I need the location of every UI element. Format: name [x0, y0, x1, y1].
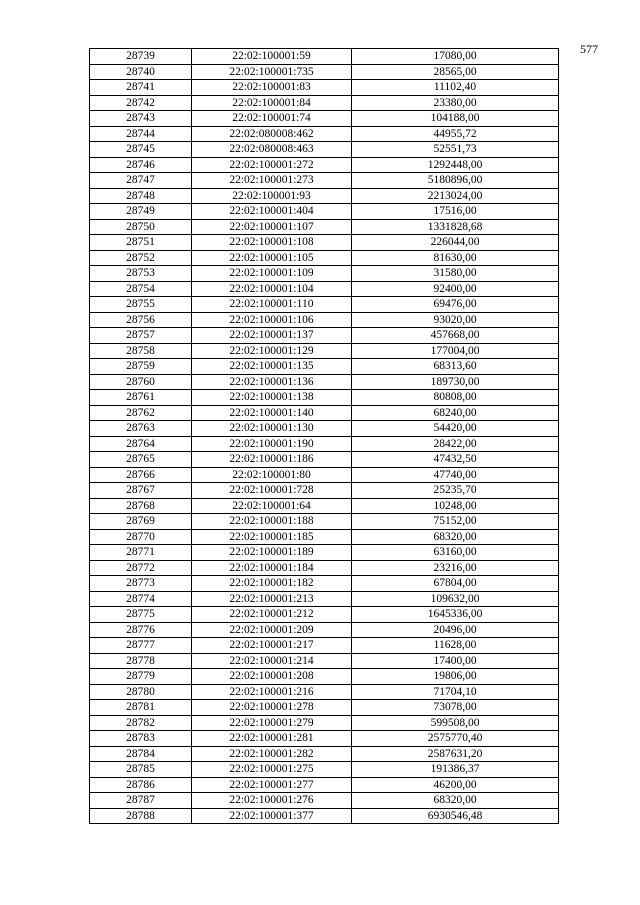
value-cell: 17080,00: [352, 49, 559, 65]
cadastral-number-cell: 22:02:100001:188: [192, 514, 352, 530]
row-number-cell: 28775: [90, 607, 192, 623]
value-cell: 47432,50: [352, 452, 559, 468]
table-row: [90, 467, 559, 483]
table-row: [90, 204, 559, 220]
value-cell: 63160,00: [352, 545, 559, 561]
cadastral-number-cell: 22:02:100001:108: [192, 235, 352, 251]
table-row: [90, 421, 559, 437]
table-row: [90, 95, 559, 111]
row-number-cell: 28787: [90, 793, 192, 809]
value-cell: 11102,40: [352, 80, 559, 96]
value-cell: 92400,00: [352, 281, 559, 297]
cadastral-number-cell: 22:02:100001:281: [192, 731, 352, 747]
table-row: [90, 173, 559, 189]
cadastral-number-cell: 22:02:100001:216: [192, 684, 352, 700]
cadastral-number-cell: 22:02:100001:273: [192, 173, 352, 189]
value-cell: 28565,00: [352, 64, 559, 80]
value-cell: 226044,00: [352, 235, 559, 251]
cadastral-number-cell: 22:02:100001:735: [192, 64, 352, 80]
cadastral-number-cell: 22:02:100001:276: [192, 793, 352, 809]
cadastral-number-cell: 22:02:100001:212: [192, 607, 352, 623]
cadastral-number-cell: 22:02:100001:190: [192, 436, 352, 452]
row-number-cell: 28759: [90, 359, 192, 375]
cadastral-number-cell: 22:02:100001:209: [192, 622, 352, 638]
cadastral-number-cell: 22:02:100001:278: [192, 700, 352, 716]
cadastral-number-cell: 22:02:100001:135: [192, 359, 352, 375]
row-number-cell: 28756: [90, 312, 192, 328]
cadastral-number-cell: 22:02:100001:208: [192, 669, 352, 685]
cadastral-number-cell: 22:02:100001:109: [192, 266, 352, 282]
row-number-cell: 28773: [90, 576, 192, 592]
value-cell: 11628,00: [352, 638, 559, 654]
table-row: [90, 607, 559, 623]
table-row: [90, 560, 559, 576]
cadastral-number-cell: 22:02:100001:59: [192, 49, 352, 65]
value-cell: 68313,60: [352, 359, 559, 375]
table-row: [90, 297, 559, 313]
table-row: [90, 188, 559, 204]
cadastral-number-cell: 22:02:100001:80: [192, 467, 352, 483]
value-cell: 457668,00: [352, 328, 559, 344]
table-row: [90, 374, 559, 390]
cadastral-number-cell: 22:02:100001:140: [192, 405, 352, 421]
cadastral-number-cell: 22:02:100001:93: [192, 188, 352, 204]
row-number-cell: 28745: [90, 142, 192, 158]
row-number-cell: 28782: [90, 715, 192, 731]
table-row: [90, 746, 559, 762]
table-row: [90, 281, 559, 297]
value-cell: 46200,00: [352, 777, 559, 793]
value-cell: 23216,00: [352, 560, 559, 576]
table-row: [90, 483, 559, 499]
value-cell: 47740,00: [352, 467, 559, 483]
cadastral-number-cell: 22:02:100001:84: [192, 95, 352, 111]
row-number-cell: 28758: [90, 343, 192, 359]
table-row: [90, 250, 559, 266]
row-number-cell: 28752: [90, 250, 192, 266]
table-row: [90, 498, 559, 514]
value-cell: 6930546,48: [352, 808, 559, 824]
table-row: [90, 715, 559, 731]
value-cell: 1645336,00: [352, 607, 559, 623]
cadastral-number-cell: 22:02:100001:186: [192, 452, 352, 468]
cadastral-number-cell: 22:02:100001:137: [192, 328, 352, 344]
table-row: [90, 653, 559, 669]
row-number-cell: 28753: [90, 266, 192, 282]
row-number-cell: 28755: [90, 297, 192, 313]
value-cell: 44955,72: [352, 126, 559, 142]
table-row: [90, 622, 559, 638]
cadastral-number-cell: 22:02:100001:182: [192, 576, 352, 592]
value-cell: 10248,00: [352, 498, 559, 514]
value-cell: 93020,00: [352, 312, 559, 328]
row-number-cell: 28754: [90, 281, 192, 297]
table-row: [90, 266, 559, 282]
data-table: [89, 48, 559, 824]
table-row: [90, 405, 559, 421]
table-row: [90, 576, 559, 592]
value-cell: 81630,00: [352, 250, 559, 266]
value-cell: 177004,00: [352, 343, 559, 359]
table-row: [90, 638, 559, 654]
table-row: [90, 777, 559, 793]
row-number-cell: 28741: [90, 80, 192, 96]
row-number-cell: 28767: [90, 483, 192, 499]
cadastral-number-cell: 22:02:100001:213: [192, 591, 352, 607]
table-row: [90, 452, 559, 468]
table-row: [90, 359, 559, 375]
value-cell: 80808,00: [352, 390, 559, 406]
row-number-cell: 28783: [90, 731, 192, 747]
table-row: [90, 328, 559, 344]
row-number-cell: 28779: [90, 669, 192, 685]
value-cell: 23380,00: [352, 95, 559, 111]
table-row: [90, 514, 559, 530]
table-row: [90, 80, 559, 96]
cadastral-number-cell: 22:02:100001:279: [192, 715, 352, 731]
cadastral-number-cell: 22:02:100001:272: [192, 157, 352, 173]
row-number-cell: 28768: [90, 498, 192, 514]
cadastral-number-cell: 22:02:100001:377: [192, 808, 352, 824]
table-row: [90, 219, 559, 235]
value-cell: 68320,00: [352, 529, 559, 545]
table-row: [90, 49, 559, 65]
table-row: [90, 793, 559, 809]
table-row: [90, 669, 559, 685]
row-number-cell: 28780: [90, 684, 192, 700]
row-number-cell: 28762: [90, 405, 192, 421]
row-number-cell: 28751: [90, 235, 192, 251]
table-row: [90, 545, 559, 561]
row-number-cell: 28785: [90, 762, 192, 778]
value-cell: 2213024,00: [352, 188, 559, 204]
table-row: [90, 235, 559, 251]
cadastral-number-cell: 22:02:100001:185: [192, 529, 352, 545]
table-row: [90, 390, 559, 406]
cadastral-number-cell: 22:02:080008:462: [192, 126, 352, 142]
value-cell: 599508,00: [352, 715, 559, 731]
table-row: [90, 529, 559, 545]
table-row: [90, 436, 559, 452]
table-row: [90, 808, 559, 824]
row-number-cell: 28750: [90, 219, 192, 235]
cadastral-number-cell: 22:02:100001:728: [192, 483, 352, 499]
cadastral-number-cell: 22:02:100001:138: [192, 390, 352, 406]
table-row: [90, 591, 559, 607]
table-row: [90, 126, 559, 142]
table-body: [90, 49, 559, 824]
value-cell: 2587631,20: [352, 746, 559, 762]
value-cell: 69476,00: [352, 297, 559, 313]
row-number-cell: 28742: [90, 95, 192, 111]
table-row: [90, 762, 559, 778]
table-row: [90, 142, 559, 158]
value-cell: 17516,00: [352, 204, 559, 220]
value-cell: 104188,00: [352, 111, 559, 127]
row-number-cell: 28749: [90, 204, 192, 220]
value-cell: 31580,00: [352, 266, 559, 282]
value-cell: 68320,00: [352, 793, 559, 809]
row-number-cell: 28788: [90, 808, 192, 824]
table-row: [90, 731, 559, 747]
cadastral-number-cell: 22:02:100001:282: [192, 746, 352, 762]
table-row: [90, 111, 559, 127]
value-cell: 1292448,00: [352, 157, 559, 173]
table-row: [90, 343, 559, 359]
row-number-cell: 28786: [90, 777, 192, 793]
row-number-cell: 28746: [90, 157, 192, 173]
cadastral-number-cell: 22:02:100001:130: [192, 421, 352, 437]
value-cell: 1331828,68: [352, 219, 559, 235]
cadastral-number-cell: 22:02:100001:107: [192, 219, 352, 235]
cadastral-number-cell: 22:02:100001:64: [192, 498, 352, 514]
row-number-cell: 28774: [90, 591, 192, 607]
table-row: [90, 64, 559, 80]
row-number-cell: 28784: [90, 746, 192, 762]
cadastral-number-cell: 22:02:100001:110: [192, 297, 352, 313]
row-number-cell: 28781: [90, 700, 192, 716]
cadastral-number-cell: 22:02:100001:136: [192, 374, 352, 390]
table-row: [90, 700, 559, 716]
row-number-cell: 28770: [90, 529, 192, 545]
row-number-cell: 28771: [90, 545, 192, 561]
value-cell: 5180896,00: [352, 173, 559, 189]
value-cell: 191386,37: [352, 762, 559, 778]
row-number-cell: 28757: [90, 328, 192, 344]
value-cell: 52551,73: [352, 142, 559, 158]
value-cell: 25235,70: [352, 483, 559, 499]
table-row: [90, 312, 559, 328]
row-number-cell: 28764: [90, 436, 192, 452]
value-cell: 20496,00: [352, 622, 559, 638]
value-cell: 109632,00: [352, 591, 559, 607]
value-cell: 67804,00: [352, 576, 559, 592]
row-number-cell: 28739: [90, 49, 192, 65]
value-cell: 28422,00: [352, 436, 559, 452]
row-number-cell: 28772: [90, 560, 192, 576]
row-number-cell: 28763: [90, 421, 192, 437]
row-number-cell: 28760: [90, 374, 192, 390]
value-cell: 73078,00: [352, 700, 559, 716]
row-number-cell: 28778: [90, 653, 192, 669]
row-number-cell: 28776: [90, 622, 192, 638]
value-cell: 75152,00: [352, 514, 559, 530]
row-number-cell: 28777: [90, 638, 192, 654]
row-number-cell: 28740: [90, 64, 192, 80]
page-number: 577: [580, 42, 598, 56]
table-row: [90, 684, 559, 700]
cadastral-number-cell: 22:02:100001:83: [192, 80, 352, 96]
cadastral-number-cell: 22:02:100001:217: [192, 638, 352, 654]
cadastral-number-cell: 22:02:100001:74: [192, 111, 352, 127]
value-cell: 19806,00: [352, 669, 559, 685]
value-cell: 17400,00: [352, 653, 559, 669]
row-number-cell: 28761: [90, 390, 192, 406]
cadastral-number-cell: 22:02:100001:105: [192, 250, 352, 266]
row-number-cell: 28744: [90, 126, 192, 142]
cadastral-number-cell: 22:02:100001:184: [192, 560, 352, 576]
cadastral-number-cell: 22:02:080008:463: [192, 142, 352, 158]
cadastral-number-cell: 22:02:100001:189: [192, 545, 352, 561]
cadastral-number-cell: 22:02:100001:275: [192, 762, 352, 778]
cadastral-number-cell: 22:02:100001:106: [192, 312, 352, 328]
value-cell: 68240,00: [352, 405, 559, 421]
row-number-cell: 28748: [90, 188, 192, 204]
cadastral-number-cell: 22:02:100001:129: [192, 343, 352, 359]
cadastral-number-cell: 22:02:100001:214: [192, 653, 352, 669]
cadastral-number-cell: 22:02:100001:277: [192, 777, 352, 793]
row-number-cell: 28769: [90, 514, 192, 530]
value-cell: 2575770,40: [352, 731, 559, 747]
cadastral-number-cell: 22:02:100001:104: [192, 281, 352, 297]
cadastral-number-cell: 22:02:100001:404: [192, 204, 352, 220]
row-number-cell: 28765: [90, 452, 192, 468]
value-cell: 189730,00: [352, 374, 559, 390]
value-cell: 71704,10: [352, 684, 559, 700]
table-row: [90, 157, 559, 173]
row-number-cell: 28766: [90, 467, 192, 483]
row-number-cell: 28743: [90, 111, 192, 127]
value-cell: 54420,00: [352, 421, 559, 437]
row-number-cell: 28747: [90, 173, 192, 189]
